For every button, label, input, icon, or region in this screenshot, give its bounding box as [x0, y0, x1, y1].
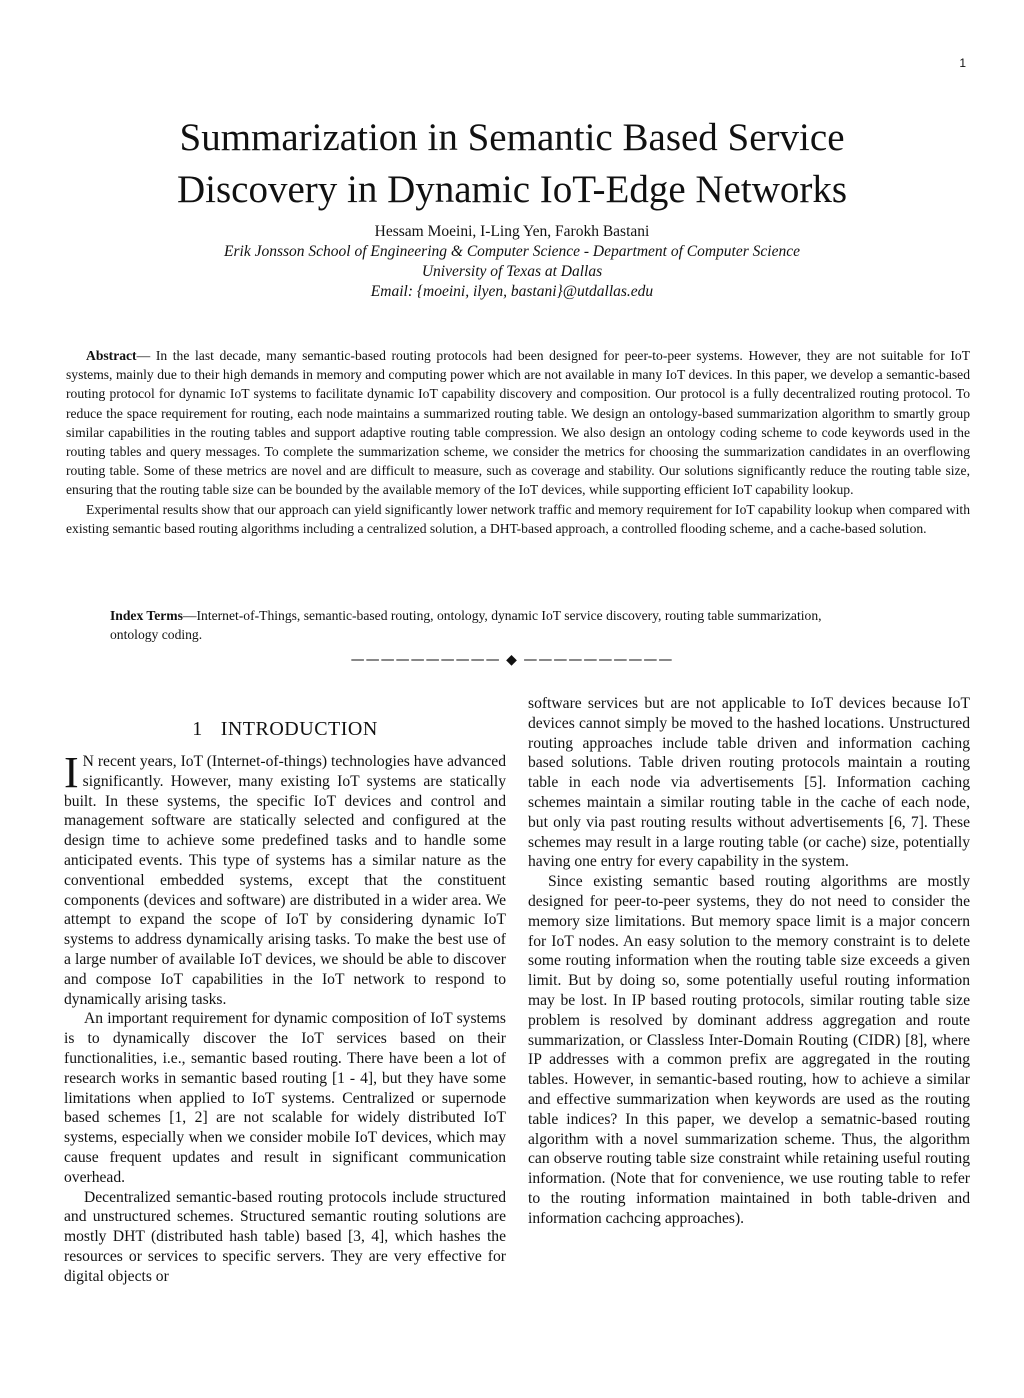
index-terms-text: —Internet-of-Things, semantic-based routing, ontology, dynamic IoT service discovery, routing table summarization, ontology coding.	[110, 608, 822, 643]
authors: Hessam Moeini, I-Ling Yen, Farokh Bastani	[374, 223, 650, 240]
intro-paragraph-2: An important requirement for dynamic composition of IoT systems is to dynamically discover the IoT services based on their functionalities, i.e., semantic based routing. There have been a lot of research works in semantic based routing [1 - 4], but they have some limitations when applied to IoT systems. Centralized or supernode based schemes [1, 2] are not scalable for widely distributed IoT systems, especially when we consider mobile IoT devices, which may cause frequent updates and result in significant communication overhead.	[64, 1010, 506, 1186]
section-separator: —————————— ◆ ——————————	[350, 652, 674, 668]
abstract-text-1: In the last decade, many semantic-based routing protocols had been designed for peer-to-peer systems. However, they are not suitable for IoT systems, mainly due to their high demands in memory and computing power which are not available in many IoT devices. In this paper, we develop a semantic-based routing protocol for dynamic IoT systems to facilitate dynamic IoT capability discovery and composition. Our protocol is a fully decentralized routing protocol. To reduce the space requirement for routing, each node maintains a summarized routing table. We design an ontology-based summarization algorithm to smartly group similar capabilities in the routing tables and support adaptive routing table compression. We also design an ontology coding scheme to code keywords used in the routing tables and query messages. To complete the summarization scheme, we consider the metrics for choosing the summarization candidates in an overflowing routing table. Some of these metrics are novel and are difficult to measure, such as coverage and stability. Our solutions significantly reduce the routing table size, ensuring that the routing table size can be bounded by the available memory of the IoT devices, while supporting efficient IoT capability lookup.	[66, 348, 971, 498]
affiliation-line-2: University of Texas at Dallas	[421, 263, 603, 280]
index-terms-label: Index Terms	[110, 608, 183, 623]
page-number: 1	[959, 56, 966, 70]
section-heading	[64, 716, 506, 742]
title-line-2: Discovery in Dynamic IoT-Edge Networks	[176, 168, 848, 211]
email: Email: {moeini, ilyen, bastani}@utdallas.edu	[370, 283, 654, 300]
section-title: INTRODUCTION	[220, 718, 378, 740]
abstract	[66, 346, 970, 538]
intro-paragraph-4: software services but are not applicable to IoT devices because IoT devices cannot simply be moved to the hashed locations. Unstructured routing approaches include table driven and information caching based solutions. Table driven routing protocols maintain a routing table in each node via advertisements [5]. Information caching schemes maintain a similar routing table in the cache of each node, but only via past routing results without advertisements [6, 7]. These schemes may result in a large routing table (or cache) size, potentially having one entry for every capability in the system.	[528, 695, 970, 871]
intro-paragraph-5: Since existing semantic based routing algorithms are mostly designed for peer-to-peer systems, they do not need to consider the memory size limitations. But memory space limit is a major concern for IoT nodes. An easy solution to the memory constraint is to delete some routing information when the routing table size exceeds a given limit. But by doing so, some potentially useful routing information may be lost. In IP based routing protocols, similar routing table size problem is resolved by dominant address aggregation and route summarization, or Classless Inter-Domain Routing (CIDR) [8], where IP addresses with a common prefix are aggregated in the routing tables. However, in semantic-based routing, how to achieve a similar and effective summarization when keywords are used as the routing table indices? In this paper, we develop a sematnic-based routing algorithm with a novel summarization scheme. Thus, the algorithm can observe routing table size constraint while retaining useful routing information. (Note that for convenience, we use routing table to refer to the routing information maintained in both table-driven and information cachcing approaches).	[528, 873, 970, 1227]
paper-title	[0, 112, 1024, 216]
index-terms	[110, 606, 870, 644]
intro-paragraph-3: Decentralized semantic-based routing protocols include structured and unstructured schemes. Structured semantic routing solutions are mostly DHT (distributed hash table) based [3, 4], which hashes the resources or services to specific servers. They are very effective for digital objects or	[64, 1188, 506, 1285]
abstract-paragraph-1	[66, 346, 970, 500]
intro-paragraph-1-text: N recent years, IoT (Internet-of-things) technologies have advanced significantly. However, many existing IoT systems are statically built. In these systems, the specific IoT devices and control and management software are statically selected and configured at the design time to achieve some predefined tasks and to handle some anticipated events. This type of systems has a similar nature as the conventional embedded systems, except that the constituent components (devices and software) are distributed in a wider area. We attempt to expand the scope of IoT by considering dynamic IoT systems to address dynamically arising tasks. To make the best use of a large number of available IoT devices, we should be able to discover and compose IoT capabilities in the IoT network to respond to dynamically arising tasks.	[64, 753, 506, 1008]
title-line-1: Summarization in Semantic Based Service	[179, 116, 845, 159]
left-column	[64, 700, 506, 1287]
abstract-label: Abstract	[86, 348, 137, 363]
right-column	[528, 694, 970, 1229]
intro-paragraph-1	[64, 748, 506, 1009]
drop-cap: I	[64, 748, 79, 797]
abstract-dash: —	[136, 348, 156, 363]
affiliation-line-1: Erik Jonsson School of Engineering & Computer Science - Department of Computer Science	[224, 243, 800, 260]
section-number: 1	[192, 718, 203, 740]
abstract-paragraph-2: Experimental results show that our approach can yield significantly lower network traffic and memory requirement for IoT capability lookup when compared with existing semantic based routing algorithms including a centralized solution, a DHT-based approach, a controlled flooding scheme, and a cache-based solution.	[66, 501, 970, 536]
author-block	[0, 222, 1024, 302]
